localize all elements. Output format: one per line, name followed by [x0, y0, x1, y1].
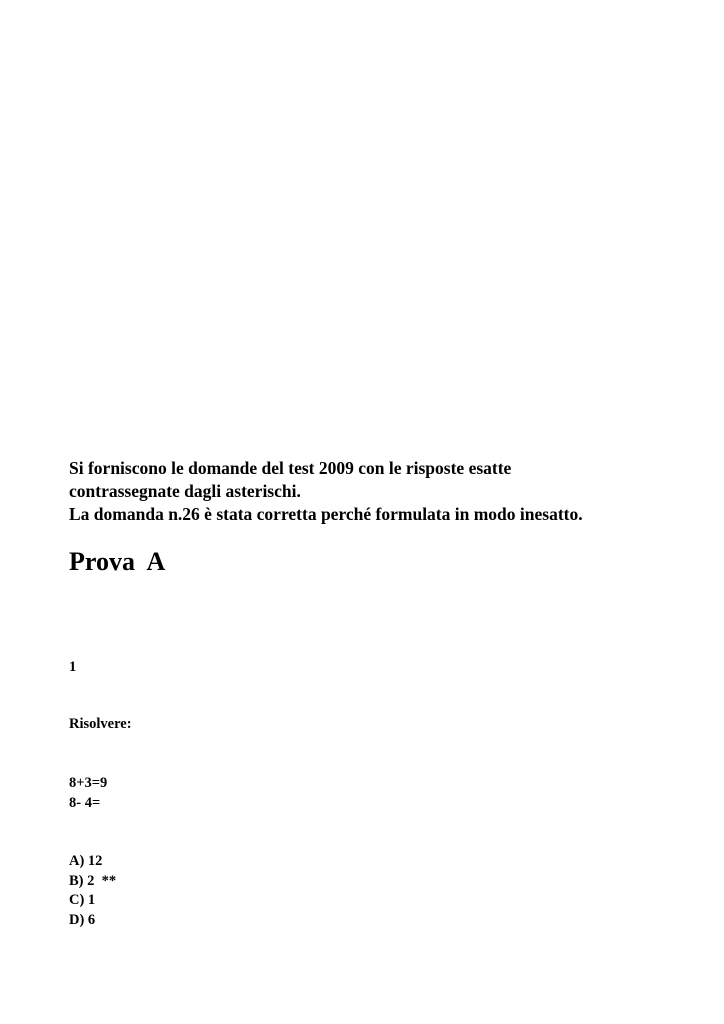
answer-options [69, 852, 116, 930]
intro-line: contrassegnate dagli asterischi. [69, 481, 301, 501]
answer-option-a: A) 12 [69, 853, 103, 869]
intro-line: La domanda n.26 è stata corretta perché formulata in modo inesatto. [69, 504, 583, 524]
intro-paragraph [69, 457, 689, 526]
expression-line: 8- 4= [69, 794, 101, 811]
question-number: 1 [69, 659, 77, 675]
answer-option-c: C) 1 [69, 892, 96, 908]
answer-option-d: D) 6 [69, 911, 96, 928]
page-title: Prova A [69, 547, 166, 576]
question-prompt: Risolvere: [69, 716, 132, 732]
expression-line: 8+3=9 [69, 775, 108, 791]
question-expressions [69, 774, 107, 813]
intro-line: Si forniscono le domande del test 2009 con le risposte esatte [69, 458, 512, 478]
answer-option-b: B) 2 ** [69, 872, 117, 889]
